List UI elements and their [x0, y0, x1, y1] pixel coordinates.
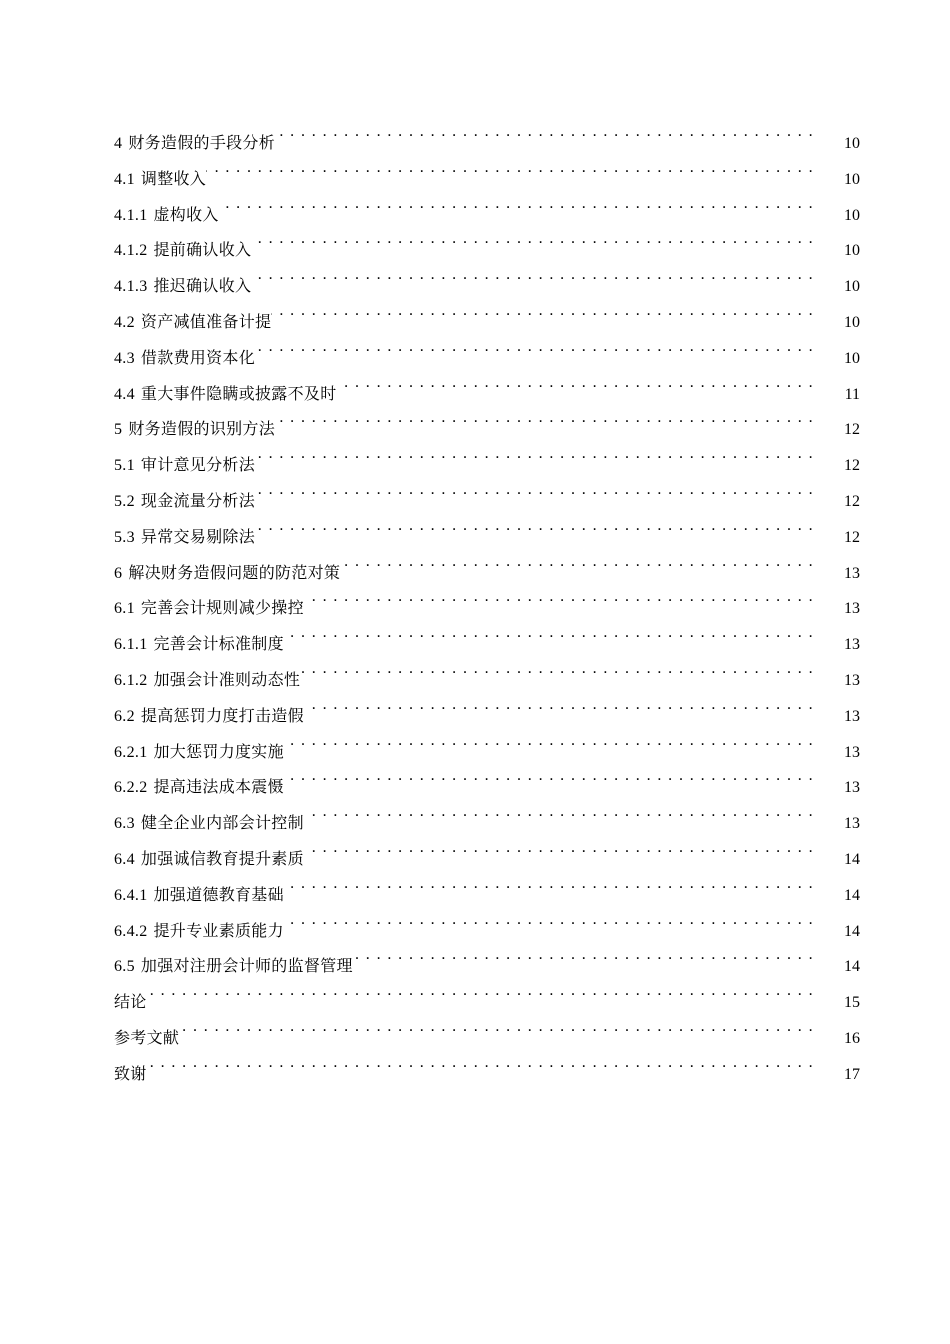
toc-page-number: 13: [844, 815, 860, 833]
toc-page-number: 14: [844, 886, 860, 904]
toc-section-number: 5: [114, 421, 123, 439]
toc-entry-label: [114, 987, 147, 1019]
toc-page-number: 13: [844, 564, 860, 582]
toc-dot-leader: [255, 438, 814, 470]
toc-entry-label: [114, 414, 275, 446]
toc-page-number: 16: [844, 1029, 860, 1047]
toc-entry[interactable]: [114, 223, 860, 259]
toc-section-title: 加强诚信教育提升素质: [140, 850, 304, 868]
toc-entry-label: [114, 701, 304, 733]
toc-section-title: 虚构收入: [153, 206, 219, 224]
toc-section-number: 6.4.1: [114, 886, 148, 904]
toc-page-number: 12: [844, 492, 860, 510]
toc-page-number: 12: [844, 421, 860, 439]
toc-entry-label: [114, 164, 206, 196]
toc-dot-leader: [147, 1047, 814, 1079]
toc-dot-leader: [337, 367, 814, 399]
toc-section-number: 4.1.3: [114, 278, 148, 296]
toc-dot-leader: [219, 188, 814, 220]
toc-section-number: 5.3: [114, 528, 135, 546]
toc-page-number: 13: [844, 600, 860, 618]
toc-section-number: 6.2: [114, 707, 135, 725]
toc-section-title: 参考文献: [114, 1029, 180, 1047]
toc-page-number: 12: [844, 457, 860, 475]
toc-section-title: 提高违法成本震慑: [153, 779, 284, 797]
toc-section-number: 6.1.1: [114, 636, 148, 654]
toc-section-title: 加强对注册会计师的监督管理: [140, 958, 353, 976]
toc-page-number: 10: [844, 135, 860, 152]
toc-page-number: 17: [844, 1065, 860, 1083]
toc-entry-label: [114, 629, 284, 661]
toc-section-number: 4.4: [114, 385, 135, 403]
toc-dot-leader: [255, 474, 814, 506]
toc-entry-label: [114, 522, 255, 554]
toc-page-number: 10: [844, 349, 860, 367]
toc-dot-leader: [284, 725, 814, 757]
toc-entry-label: [114, 880, 284, 912]
toc-entry-label: [114, 808, 304, 840]
toc-section-number: 4: [114, 135, 123, 152]
toc-entry-label: [114, 593, 304, 625]
toc-entry-references[interactable]: [114, 1011, 860, 1047]
toc-entry[interactable]: [114, 116, 860, 152]
toc-entry[interactable]: [114, 152, 860, 188]
toc-entry-label: [114, 450, 255, 482]
toc-dot-leader: [304, 581, 814, 613]
toc-section-title: 提升专业素质能力: [153, 922, 284, 940]
toc-entry-label: [114, 772, 284, 804]
toc-section-number: 6.3: [114, 815, 135, 833]
toc-dot-leader: [304, 689, 814, 721]
toc-section-title: 加强会计准则动态性: [153, 671, 301, 689]
toc-section-title: 审计意见分析法: [140, 457, 256, 475]
toc-page-number: 13: [844, 743, 860, 761]
toc-section-number: 6.2.1: [114, 743, 148, 761]
toc-section-number: 4.1.2: [114, 242, 148, 260]
toc-section-title: 解决财务造假问题的防范对策: [128, 564, 341, 582]
toc-page-number: 10: [844, 278, 860, 296]
toc-section-title: 提前确认收入: [153, 242, 252, 260]
toc-section-number: 5.2: [114, 492, 135, 510]
toc-section-number: 4.1.1: [114, 206, 148, 224]
toc-dot-leader: [304, 796, 814, 828]
toc-section-title: 财务造假的识别方法: [128, 421, 276, 439]
toc-dot-leader: [304, 832, 814, 864]
toc-entry-label: [114, 343, 255, 375]
toc-section-number: 6.1.2: [114, 671, 148, 689]
toc-section-number: 4.1: [114, 170, 135, 188]
toc-entry-label: [114, 665, 300, 697]
toc-section-title: 加大惩罚力度实施: [153, 743, 284, 761]
toc-section-number: 6.5: [114, 958, 135, 976]
table-of-contents: [114, 116, 860, 1083]
toc-page-number: 13: [844, 707, 860, 725]
toc-section-title: 资产减值准备计提: [140, 313, 272, 331]
toc-dot-leader: [206, 152, 814, 184]
toc-page-number: 10: [844, 313, 860, 331]
toc-page-number: 14: [844, 958, 860, 976]
toc-entry-conclusion[interactable]: [114, 975, 860, 1011]
toc-section-title: 致谢: [114, 1065, 147, 1083]
toc-page-number: 12: [844, 528, 860, 546]
toc-section-title: 完善会计规则减少操控: [140, 600, 304, 618]
toc-section-title: 加强道德教育基础: [153, 886, 284, 904]
toc-dot-leader: [340, 546, 814, 578]
toc-page-number: 10: [844, 206, 860, 224]
toc-section-number: 4.3: [114, 349, 135, 367]
toc-section-number: 6.2.2: [114, 779, 148, 797]
toc-section-number: 6: [114, 564, 123, 582]
toc-dot-leader: [271, 295, 814, 327]
toc-section-number: 5.1: [114, 457, 135, 475]
toc-section-title: 提高惩罚力度打击造假: [140, 707, 304, 725]
toc-dot-leader: [179, 1011, 814, 1043]
toc-section-title: 借款费用资本化: [140, 349, 256, 367]
toc-entry-label: [114, 200, 219, 232]
toc-section-number: 4.2: [114, 313, 135, 331]
toc-page-number: 13: [844, 636, 860, 654]
toc-section-title: 完善会计标准制度: [153, 636, 284, 654]
toc-section-number: 6.4: [114, 850, 135, 868]
toc-dot-leader: [284, 760, 814, 792]
toc-section-title: 结论: [114, 994, 147, 1012]
toc-page-number: 13: [844, 779, 860, 797]
toc-section-title: 异常交易剔除法: [140, 528, 256, 546]
toc-page-number: 13: [844, 671, 860, 689]
toc-section-title: 重大事件隐瞒或披露不及时: [140, 385, 337, 403]
toc-section-title: 推迟确认收入: [153, 278, 252, 296]
toc-entry[interactable]: [114, 188, 860, 224]
toc-entry-label: [114, 271, 251, 303]
toc-dot-leader: [284, 904, 814, 936]
toc-dot-leader: [300, 653, 814, 685]
toc-dot-leader: [284, 868, 814, 900]
toc-dot-leader: [275, 116, 814, 148]
toc-dot-leader: [255, 331, 814, 363]
toc-page-number: 15: [844, 994, 860, 1012]
toc-dot-leader: [353, 939, 814, 971]
toc-entry-label: [114, 486, 255, 518]
toc-section-number: 6.4.2: [114, 922, 148, 940]
toc-page-number: 14: [844, 922, 860, 940]
toc-entry-label: [114, 307, 271, 339]
toc-dot-leader: [284, 617, 814, 649]
toc-page-number: 14: [844, 850, 860, 868]
toc-section-title: 财务造假的手段分析: [128, 135, 276, 152]
toc-entry-label: [114, 1059, 147, 1091]
toc-dot-leader: [147, 975, 814, 1007]
toc-dot-leader: [251, 259, 814, 291]
toc-section-title: 调整收入: [140, 170, 207, 188]
toc-entry-label: [114, 737, 284, 769]
toc-dot-leader: [251, 223, 814, 255]
toc-dot-leader: [255, 510, 814, 542]
toc-section-number: 6.1: [114, 600, 135, 618]
toc-page-number: 11: [844, 385, 860, 403]
toc-section-title: 健全企业内部会计控制: [140, 815, 304, 833]
toc-page-number: 10: [844, 242, 860, 260]
toc-entry-label: [114, 844, 304, 876]
toc-entry-acknowledgements[interactable]: [114, 1047, 860, 1083]
toc-page-number: 10: [844, 170, 860, 188]
toc-entry-label: [114, 916, 284, 948]
toc-section-title: 现金流量分析法: [140, 492, 256, 510]
toc-entry-label: [114, 235, 251, 267]
toc-dot-leader: [275, 402, 814, 434]
